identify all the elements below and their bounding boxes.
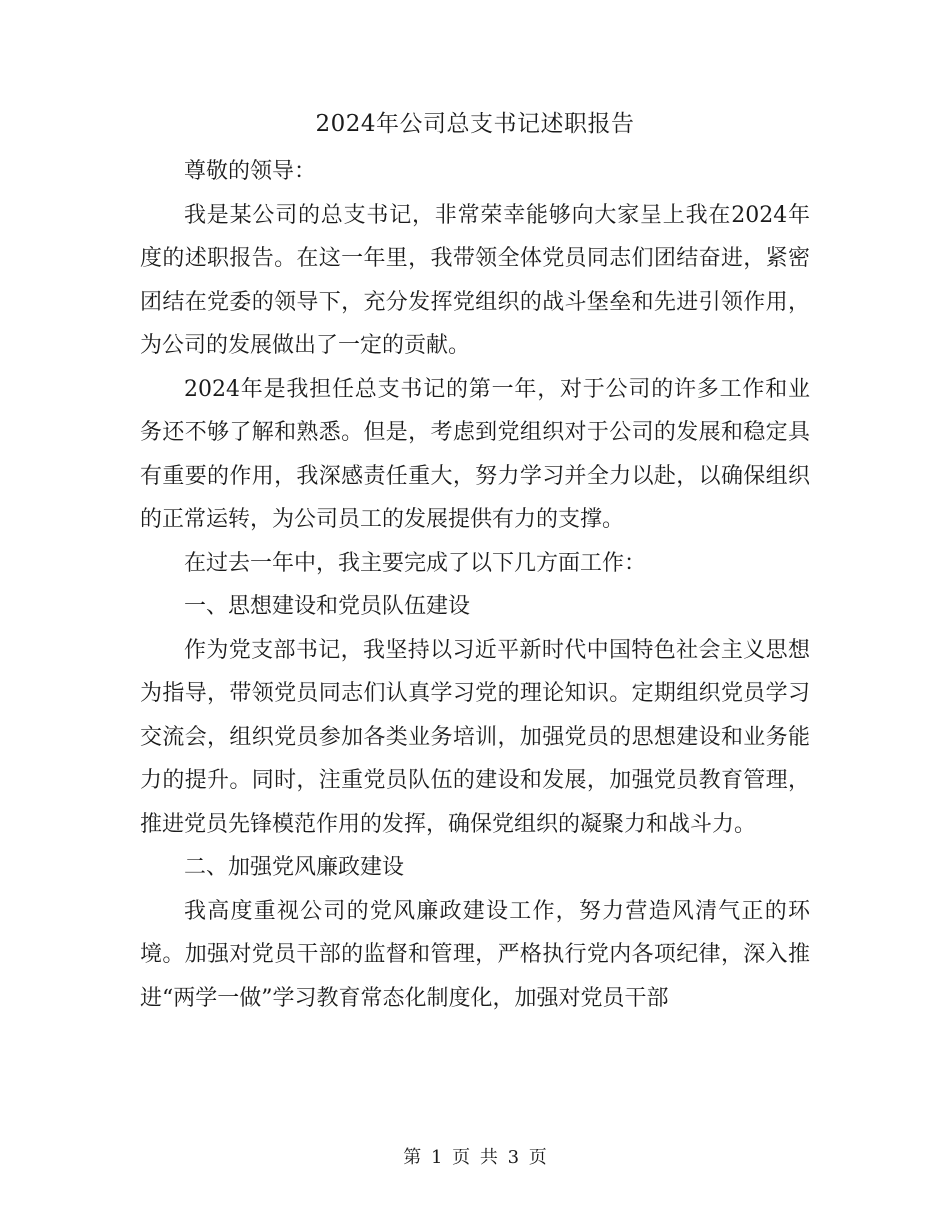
background-paragraph: 2024年是我担任总支书记的第一年，对于公司的许多工作和业务还不够了解和熟悉。但是，考虑到党组织对于公司的发展和稳定具有重要的作用，我深感责任重大，努力学习并全力以赴，以确保组织的正常运转，为公司员工的发展提供有力的支撑。 [140, 376, 810, 532]
salutation-paragraph: 尊敬的领导： [184, 159, 317, 184]
summary-lead-paragraph: 在过去一年中，我主要完成了以下几方面工作： [184, 550, 647, 576]
section-heading-1: 一、思想建设和党员队伍建设 [184, 594, 471, 619]
document-title: 2024年公司总支书记述职报告 [315, 111, 635, 137]
section-heading-2: 二、加强党风廉政建设 [184, 855, 405, 880]
section-2-paragraph: 我高度重视公司的党风廉政建设工作，努力营造风清气正的环境。加强对党员干部的监督和管理，严格执行党内各项纪律，深入推进“两学一做”学习教育常态化制度化，加强对党员干部 [140, 898, 810, 1011]
section-1-paragraph: 作为党支部书记，我坚持以习近平新时代中国特色社会主义思想为指导，带领党员同志们认真学习党的理论知识。定期组织党员学习交流会，组织党员参加各类业务培训，加强党员的思想建设和业务能力的提升。同时，注重党员队伍的建设和发展，加强党员教育管理，推进党员先锋模范作用的发挥，确保党组织的凝聚力和战斗力。 [140, 637, 810, 837]
document-body [140, 150, 810, 1020]
intro-paragraph: 我是某公司的总支书记，非常荣幸能够向大家呈上我在2024年度的述职报告。在这一年里，我带领全体党员同志们团结奋进，紧密团结在党委的领导下，充分发挥党组织的战斗堡垒和先进引领作用，为公司的发展做出了一定的贡献。 [140, 202, 810, 358]
page-footer: 第 1 页 共 3 页 [403, 1147, 547, 1168]
